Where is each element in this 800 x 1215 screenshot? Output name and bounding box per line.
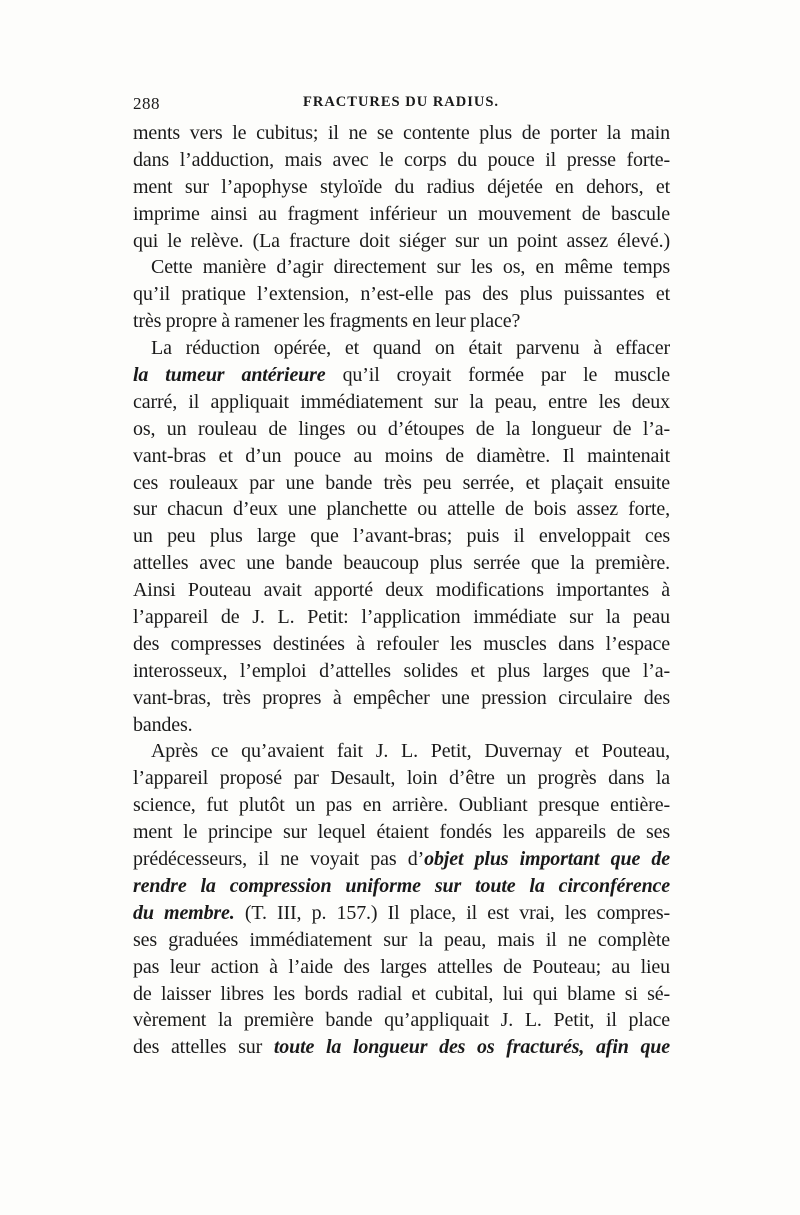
text-line: qui le relève. (La fracture doit siéger sur un point assez élevé.) [133,229,670,252]
text-line: imprime ainsi au fragment inférieur un mouvement de bascule [133,202,670,225]
text-line: du membre. (T. III, p. 157.) Il place, il est vrai, les compres- [133,901,670,924]
text-line: ment sur l’apophyse styloïde du radius déjetée en dehors, et [133,175,670,198]
text-line: science, fut plutôt un pas en arrière. Oubliant presque entière- [133,794,670,817]
text-line: bandes. [133,713,193,736]
body-text [133,120,670,1061]
text-line: prédécesseurs, il ne voyait pas d’objet plus important que de [133,848,670,871]
text-line: dans l’adduction, mais avec le corps du pouce il presse forte- [133,148,670,171]
text-line: sur chacun d’eux une planchette ou attelle de bois assez forte, [133,498,670,521]
text-line: de laisser libres les bords radial et cubital, lui qui blame si sé- [133,982,670,1005]
text-line: vèrement la première bande qu’appliquait J. L. Petit, il place [133,1009,670,1032]
text-line: vant-bras et d’un pouce au moins de diamètre. Il maintenait [133,444,670,467]
text-line: un peu plus large que l’avant-bras; puis il enveloppait ces [133,525,670,548]
text-line: os, un rouleau de linges ou d’étoupes de la longueur de l’a- [133,417,670,440]
running-title: FRACTURES DU RADIUS. [303,94,500,110]
text-line: l’appareil de J. L. Petit: l’application immédiate sur la peau [133,606,670,629]
text-line: vant-bras, très propres à empêcher une pression circulaire des [133,686,670,709]
text-line: ments vers le cubitus; il ne se contente plus de porter la main [133,122,670,144]
italic-phrase: rendre la compression uniforme sur toute la circonférence [133,874,670,897]
italic-phrase: la tumeur antérieure [133,364,326,387]
italic-phrase: du membre. [133,901,235,924]
italic-phrase: toute la longueur des os fracturés, afin que [273,1036,670,1059]
text-line: qu’il pratique l’extension, n’est-elle pas des plus puissantes et [133,283,670,306]
text-line: La réduction opérée, et quand on était parvenu à effacer [151,337,670,360]
page-number: 288 [133,94,160,113]
text-line: Après ce qu’avaient fait J. L. Petit, Duvernay et Pouteau, [151,740,670,763]
text-line [133,873,670,900]
text-line: carré, il appliquait immédiatement sur la peau, entre les deux [133,390,670,413]
running-head [133,94,670,120]
text-line: ment le principe sur lequel étaient fondés les appareils de ses [133,821,670,844]
italic-phrase: objet plus important que de [424,848,670,871]
text-line: pas leur action à l’aide des larges attelles de Pouteau; au lieu [133,955,670,978]
text-line: la tumeur antérieure qu’il croyait formée par le muscle [133,364,670,387]
text-line: des compresses destinées à refouler les muscles dans l’espace [133,632,670,655]
text-line: interosseux, l’emploi d’attelles solides et plus larges que l’a- [133,659,670,682]
text-line: Cette manière d’agir directement sur les os, en même temps [151,256,670,279]
text-line: des attelles sur toute la longueur des os fracturés, afin que [133,1036,670,1059]
text-line: attelles avec une bande beaucoup plus serrée que la première. [133,552,670,575]
text-line: ses graduées immédiatement sur la peau, mais il ne complète [133,928,670,951]
text-line: ces rouleaux par une bande très peu serrée, et plaçait ensuite [133,471,670,494]
text-line: l’appareil proposé par Desault, loin d’être un progrès dans la [133,767,670,790]
text-line: Ainsi Pouteau avait apporté deux modifications importantes à [133,579,670,602]
text-line: très propre à ramener les fragments en leur place? [133,310,521,333]
